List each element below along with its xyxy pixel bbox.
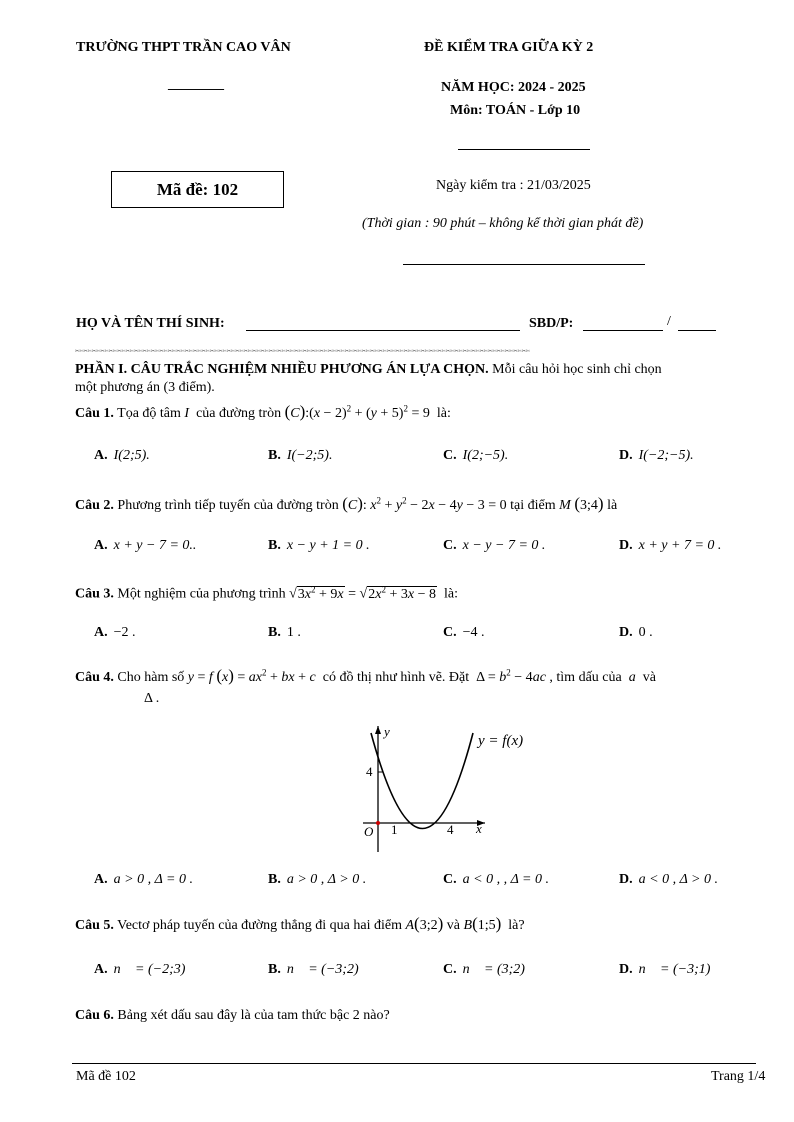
question-6 bbox=[75, 1008, 390, 1024]
exam-duration: (Thời gian : 90 phút – không kể thời gian phát đề) bbox=[362, 216, 644, 231]
q3-option-b[interactable]: B. 1 . bbox=[268, 625, 301, 640]
question-2: Câu 2. Phương trình tiếp tuyến của đường tròn (C): $x^2 + y^2 - 2x - 4y - 3 = 0$ tại điểm M (3;4) là bbox=[75, 494, 618, 513]
section-title: PHẦN I. CÂU TRẮC NGHIỆM NHIỀU PHƯƠNG ÁN LỰA CHỌN. bbox=[75, 362, 489, 377]
question-5: Câu 5. Vectơ pháp tuyến của đường thẳng đi qua hai điểm A(3;2) và B(1;5) là? bbox=[75, 914, 525, 933]
question-text: Tọa độ tâm bbox=[113, 406, 185, 421]
question-text: Một nghiệm của phương trình bbox=[113, 586, 290, 602]
q5-option-d[interactable]: D. n⃗ = (−3;1) bbox=[619, 962, 711, 977]
duration-divider bbox=[403, 264, 645, 265]
q5-option-c[interactable]: C. n⃗ = (3;2) bbox=[443, 962, 525, 977]
sbd-slash: / bbox=[667, 314, 671, 329]
question-label: Câu 4. bbox=[75, 670, 114, 685]
q1-option-a[interactable]: A. I(2;5). bbox=[94, 448, 150, 463]
school-year: NĂM HỌC: 2024 - 2025 bbox=[441, 80, 586, 95]
room-field[interactable] bbox=[678, 330, 716, 331]
question-1: Câu 1. Tọa độ tâm I của đường tròn (C):(x − $2)^2 + (y + 5)^2 = 9$ là: bbox=[75, 402, 451, 421]
exam-title: ĐỀ KIỂM TRA GIỮA KỲ 2 bbox=[424, 40, 594, 55]
school-name: TRƯỜNG THPT TRẦN CAO VÂN bbox=[76, 40, 291, 55]
q4-option-c[interactable]: C. a < 0 , , Δ = 0 . bbox=[443, 872, 549, 887]
origin-label: O bbox=[364, 824, 374, 839]
section-note: Mỗi câu hỏi học sinh chỉ chọn bbox=[488, 362, 662, 377]
question-label: Câu 6. bbox=[75, 1008, 114, 1023]
student-name-label: HỌ VÀ TÊN THÍ SINH: bbox=[76, 316, 225, 331]
y-axis-label: y bbox=[384, 724, 390, 739]
q5-option-b[interactable]: B. n⃗ = (−3;2) bbox=[268, 962, 359, 977]
q1-option-c[interactable]: C. I(2;−5). bbox=[443, 448, 509, 463]
parabola-curve bbox=[371, 733, 473, 829]
parabola-graph bbox=[355, 724, 555, 854]
question-3: Câu 3. Một nghiệm của phương trình $√3x^2 + 9x = √2x^2 + 3x - 8$ là: bbox=[75, 584, 458, 602]
question-text: Bảng xét dấu sau đây là của tam thức bậc 2 nào? bbox=[113, 1008, 390, 1023]
subject: Môn: TOÁN - Lớp 10 bbox=[450, 103, 581, 118]
question-text: Cho hàm số bbox=[113, 670, 188, 685]
q3-option-c[interactable]: C. −4 . bbox=[443, 625, 485, 640]
question-label: Câu 5. bbox=[75, 918, 114, 933]
sbd-field[interactable] bbox=[583, 330, 663, 331]
subject-divider bbox=[458, 149, 590, 150]
exam-date: Ngày kiểm tra : 21/03/2025 bbox=[436, 178, 591, 193]
curve-label: y = f(x) bbox=[478, 733, 524, 749]
origin-point bbox=[376, 821, 380, 825]
x-axis-label: x bbox=[476, 821, 482, 836]
question-label: Câu 2. bbox=[75, 498, 114, 513]
y-tick-4-label: 4 bbox=[366, 764, 373, 779]
q1-option-d[interactable]: D. I(−2;−5). bbox=[619, 448, 694, 463]
question-label: Câu 1. bbox=[75, 406, 114, 421]
school-rule: ________ bbox=[168, 77, 224, 92]
footer-divider bbox=[72, 1063, 756, 1064]
question-4-continued: Δ . bbox=[144, 691, 160, 706]
q4-option-a[interactable]: A. a > 0 , Δ = 0 . bbox=[94, 872, 193, 887]
student-name-field[interactable] bbox=[246, 330, 520, 331]
x-tick-1-label: 1 bbox=[391, 822, 398, 837]
q2-option-b[interactable]: B. x − y + 1 = 0 . bbox=[268, 538, 370, 553]
q2-option-d[interactable]: D. x + y + 7 = 0 . bbox=[619, 538, 722, 553]
sbd-label: SBD/P: bbox=[529, 316, 574, 331]
question-label: Câu 3. bbox=[75, 586, 114, 602]
q5-option-a[interactable]: A. n⃗ = (−2;3) bbox=[94, 962, 186, 977]
question-text: Vectơ pháp tuyến của đường thẳng đi qua hai điểm bbox=[113, 918, 406, 933]
q3-option-d[interactable]: D. 0 . bbox=[619, 625, 653, 640]
question-4: Câu 4. Cho hàm số y = f $(x) = ax^2$ + bx + c có đồ thị như hình vẽ. Đặt $\Delta = b^2 - 4ac$ , tìm dấu của a và bbox=[75, 666, 656, 685]
decorative-separator: ✂✄✂✄✂✄✂✄✂✄✂✄✂✄✂✄✂✄✂✄✂✄✂✄✂✄✂✄✂✄✂✄✂✄✂✄✂✄✂✄✂✄✂✄✂✄✂✄✂✄✂✄✂✄✂✄✂✄✂✄✂✄✂✄✂✄✂✄✂✄✂✄✂✄✂✄✂✄✂✄✂✄✂✄✂✄✂✄✂✄✂✄✂✄✂✄✂✄✂✄✂✄✂✄✂✄✂✄ bbox=[75, 348, 531, 355]
q4-option-d[interactable]: D. a < 0 , Δ > 0 . bbox=[619, 872, 718, 887]
section-note-2: một phương án (3 điểm). bbox=[75, 380, 215, 395]
exam-code-box: Mã đề: 102 bbox=[111, 171, 284, 208]
section-heading bbox=[75, 362, 662, 378]
q1-option-b[interactable]: B. I(−2;5). bbox=[268, 448, 333, 463]
q3-option-a[interactable]: A. −2 . bbox=[94, 625, 136, 640]
footer-code: Mã đề 102 bbox=[76, 1069, 136, 1084]
x-tick-4-label: 4 bbox=[447, 822, 454, 837]
q4-option-b[interactable]: B. a > 0 , Δ > 0 . bbox=[268, 872, 367, 887]
question-text: Phương trình tiếp tuyến của đường tròn bbox=[113, 498, 343, 513]
y-axis-arrow bbox=[375, 726, 381, 734]
footer-page: Trang 1/4 bbox=[711, 1069, 766, 1084]
q2-option-a[interactable]: A. x + y − 7 = 0.. bbox=[94, 538, 197, 553]
q2-option-c[interactable]: C. x − y − 7 = 0 . bbox=[443, 538, 546, 553]
